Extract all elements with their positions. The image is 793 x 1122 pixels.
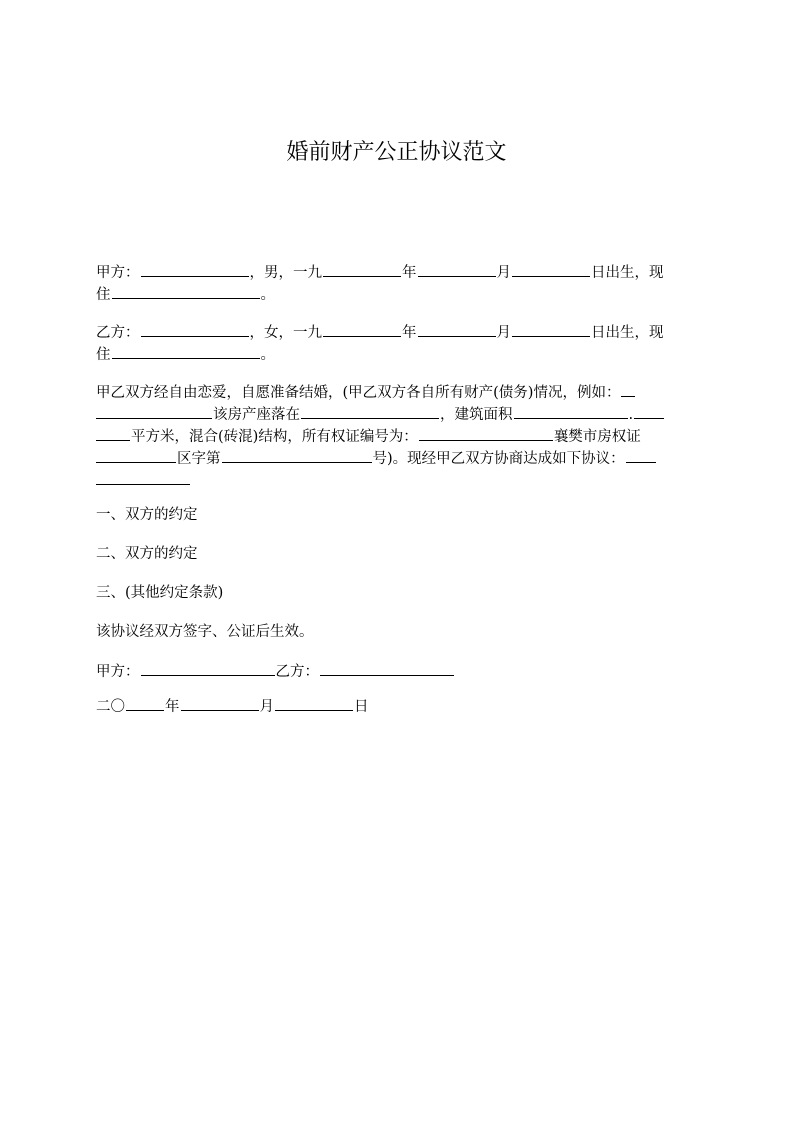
document-title: 婚前财产公正协议范文 xyxy=(286,140,507,165)
statement-location-label: 该房产座落在 xyxy=(213,407,300,423)
party-b-year-blank xyxy=(323,321,401,337)
party-b-address-blank xyxy=(112,343,260,359)
signature-line xyxy=(96,660,696,683)
statement-line-1: 甲乙双方经自由恋爱，自愿准备结婚，(甲乙双方各自所有财产(债务)情况，例如： xyxy=(96,385,621,401)
statement-cert-city: 襄樊市房权证 xyxy=(553,429,641,445)
party-b-paragraph xyxy=(96,321,696,365)
date-line xyxy=(96,695,696,718)
party-b-day-blank xyxy=(512,321,590,337)
date-prefix: 二〇 xyxy=(96,699,125,715)
party-b-month-label: 月 xyxy=(496,325,511,341)
party-b-period: 。 xyxy=(260,347,275,363)
signature-a-label: 甲方： xyxy=(96,664,140,680)
party-b-address-label: 住 xyxy=(96,347,111,363)
clause-3: 三、(其他约定条款) xyxy=(96,585,224,601)
agreement-blank-2 xyxy=(96,469,190,485)
effect-statement: 该协议经双方签字、公证后生效。 xyxy=(96,624,314,640)
party-a-year-label: 年 xyxy=(402,265,417,281)
property-blank-2 xyxy=(96,403,212,419)
party-b-label: 乙方： xyxy=(96,325,140,341)
cert-no-blank xyxy=(222,447,372,463)
party-a-paragraph xyxy=(96,261,696,305)
party-b-birth-text: 日出生，现 xyxy=(591,325,664,341)
area-decimal-blank-cont xyxy=(96,425,130,441)
district-blank xyxy=(96,447,176,463)
date-year-blank xyxy=(126,695,164,711)
date-day-blank xyxy=(275,695,353,711)
signature-b-label: 乙方： xyxy=(275,664,319,680)
party-a-name-blank xyxy=(141,261,249,277)
date-day-label: 日 xyxy=(354,699,369,715)
property-blank-1 xyxy=(621,381,635,397)
date-month-label: 月 xyxy=(259,699,274,715)
party-a-address-label: 住 xyxy=(96,287,111,303)
party-a-birth-text: 日出生，现 xyxy=(591,265,664,281)
party-b-name-blank xyxy=(141,321,249,337)
statement-decimal-point: . xyxy=(628,407,634,423)
clause-1: 一、双方的约定 xyxy=(96,507,198,523)
party-a-label: 甲方： xyxy=(96,265,140,281)
party-a-day-blank xyxy=(512,261,590,277)
party-a-gender: ，男，一九 xyxy=(249,265,322,281)
party-b-month-blank xyxy=(418,321,496,337)
location-blank xyxy=(301,403,439,419)
area-decimal-blank xyxy=(634,403,664,419)
statement-area-label: ，建筑面积 xyxy=(440,407,513,423)
statement-district-label: 区字第 xyxy=(177,451,221,467)
signature-a-blank xyxy=(141,660,275,676)
party-b-gender: ，女，一九 xyxy=(249,325,322,341)
statement-paragraph xyxy=(96,381,696,491)
date-year-label: 年 xyxy=(165,699,180,715)
date-month-blank xyxy=(181,695,259,711)
party-a-month-label: 月 xyxy=(496,265,511,281)
area-blank xyxy=(514,403,628,419)
statement-agreement-text: 号)。现经甲乙双方协商达成如下协议： xyxy=(372,451,625,467)
agreement-blank-1 xyxy=(626,447,656,463)
signature-b-blank xyxy=(320,660,454,676)
party-a-month-blank xyxy=(418,261,496,277)
statement-structure-text: 平方米，混合(砖混)结构，所有权证编号为： xyxy=(131,429,418,445)
party-a-year-blank xyxy=(323,261,401,277)
clause-2: 二、双方的约定 xyxy=(96,546,198,562)
certificate-number-blank xyxy=(419,425,553,441)
party-a-address-blank xyxy=(112,283,260,299)
party-b-year-label: 年 xyxy=(402,325,417,341)
party-a-period: 。 xyxy=(260,287,275,303)
